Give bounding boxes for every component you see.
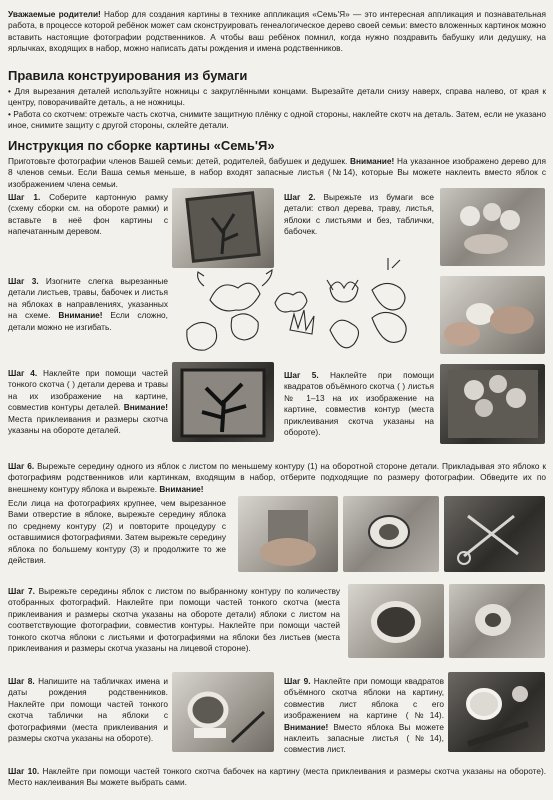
- intro-text: Набор для создания картины в технике аппликация «Семь'Я» — это интересная аппликация и познавательная работа, в процессе которой ребёнок может сам сконструировать генеалогическое дерево своей семьи: вместо вложенных картинок можно вставить настоящие фотографии родственников. А чтобы ваш ребёнок помнил, когда нужно поздравить бабушку или дедушку, на ярлычках, входящих в набор, можно написать даты рождения и имена родственников.: [8, 9, 546, 54]
- instruction-intro-c: На указанное изображено дерево для 8 членов семьи. Если Ваша семья меньше, в набор входят запасные листья (№14), которые Вы можете наклеить вместо яблок с изображением члена семьи.: [8, 156, 546, 189]
- step-3-photo: [440, 276, 545, 354]
- hands-bending-illustration: [440, 276, 545, 354]
- step-1: [8, 192, 168, 238]
- rules-title: Правила конструирования из бумаги: [8, 68, 248, 83]
- apple-frame-illustration: [348, 584, 444, 658]
- step-7-photo-2: [449, 584, 545, 658]
- rules-bullet-tape: • Работа со скотчем: отрежьте часть скотча, снимите защитную плёнку с одной стороны, наклейте скотч на деталь. Затем, если не указано иное, снимите защиту с другой стороны, склейте детали.: [8, 109, 546, 131]
- step-4-label: Шаг 4.: [8, 368, 38, 378]
- step-10: [8, 766, 546, 789]
- instruction-intro-warn: Внимание!: [350, 156, 395, 166]
- step-3-text: Изогните слегка вырезанные детали листьев, травы, бабочек и листья на яблоках в направлениях, указанных на схеме.: [8, 276, 168, 321]
- step-9-warning-text: Вместо яблока Вы можете наклеить запасные листья (№14), совместив лист.: [284, 721, 444, 755]
- apple-glue-illustration: [449, 584, 545, 658]
- step-10-text: Наклейте при помощи частей тонкого скотча бабочек на картину (места приклеивания и размеры скотча указаны на обороте). Место наклеивания Вы можете выбрать сами.: [8, 766, 547, 788]
- nameplate-writing-illustration: [172, 672, 274, 752]
- step-3: [8, 276, 168, 333]
- step-5-label: Шаг 5.: [284, 370, 319, 380]
- step-9-text: Наклейте при помощи квадратов объёмного скотча яблоки на картину, совместив лист яблока с его изображением на картине (№14).: [284, 676, 445, 721]
- step-2-label: Шаг 2.: [284, 192, 316, 202]
- step-5-photo: [440, 364, 545, 444]
- step-4-text: Наклейте при помощи частей тонкого скотча ( ) детали дерева и травы на их изображение на картине, совместив контуры деталей.: [8, 368, 168, 413]
- intro-paragraph: [8, 9, 546, 55]
- instruction-intro: [8, 156, 546, 190]
- step-5: [284, 370, 434, 438]
- step-7-label: Шаг 7.: [8, 586, 35, 596]
- step-4-warning-text: Места приклеивания и размеры скотча указаны на обороте деталей.: [8, 413, 168, 436]
- cutting-parts-illustration: [440, 188, 545, 266]
- step-3-label: Шаг 3.: [8, 276, 39, 286]
- step-9-warning: Внимание!: [284, 721, 329, 732]
- step-8-text: Напишите на табличках имена и даты рождения родственников. Наклейте при помощи частей тонкого скотча таблички на яблоки с фотографиями (места приклеивания и размеры скотча указаны на обороте).: [8, 676, 168, 744]
- step-4-warning: Внимание!: [123, 402, 168, 413]
- step-9: [284, 676, 444, 756]
- step-6-warning: Внимание!: [159, 483, 204, 494]
- step-5-text: Наклейте при помощи квадратов объёмного скотча ( ) листья № 1–13 на их изображение на картине, совместив контур (места приклеивания скотча указаны на обороте).: [284, 370, 434, 438]
- step-6-photo-3: [444, 496, 545, 572]
- step-1-text: Соберите картонную рамку (схему сборки см. на обороте рамки) и вставьте в неё фон картины с напечатанным деревом.: [8, 192, 168, 237]
- instruction-intro-a: Приготовьте фотографии членов Вашей семьи: детей, родителей, бабушек и дедушек.: [8, 156, 348, 166]
- step-8-label: Шаг 8.: [8, 676, 35, 686]
- step-1-label: Шаг 1.: [8, 192, 41, 202]
- step-2-text: Вырежьте из бумаги все детали: ствол дерева, траву, листья, яблоки с листьями и без, таблички, бабочек.: [284, 192, 434, 237]
- scissors-cutting-illustration: [444, 496, 545, 572]
- step-2-photo: [440, 188, 545, 266]
- step-10-label: Шаг 10.: [8, 766, 40, 776]
- step-3-warning-text: Если сложно, детали можно не изгибать.: [8, 310, 168, 332]
- tree-gluing-illustration: [172, 362, 274, 442]
- tree-frame-illustration: [172, 188, 274, 268]
- intro-lead: Уважаемые родители!: [8, 9, 101, 19]
- apple-cutout-illustration: [343, 496, 439, 572]
- apple-photo-illustration: [238, 496, 338, 572]
- instruction-title: Инструкция по сборке картины «Семь'Я»: [8, 138, 275, 153]
- apple-mounting-illustration: [448, 672, 545, 752]
- step-6-text-a: Вырежьте середину одного из яблок с листом по меньшему контуру (1) на оборотной стороне детали. Прикладывая это яблоко к фотографиям родственников или картинкам, входящим в набор, отберите подходящие по размеру фотографии. Обведите их по внешнему контуру яблока и вырежьте.: [8, 461, 546, 494]
- step-6-photo-2: [343, 496, 439, 572]
- step-9-label: Шаг 9.: [284, 676, 311, 686]
- step-9-photo: [448, 672, 545, 752]
- step-1-photo: [172, 188, 274, 268]
- rules-bullet-scissors: • Для вырезания деталей используйте ножницы с закруглёнными концами. Вырезайте детали снизу наверх, справа налево, от края к центру, поворачивайте деталь, а не ножницы.: [8, 86, 546, 108]
- step-3-warning: Внимание!: [58, 310, 103, 321]
- step-4: [8, 368, 168, 436]
- step-6-intro: [8, 461, 546, 495]
- step-6-photo-1: [238, 496, 338, 572]
- step-6-continued: Если лица на фотографиях крупнее, чем вырезанное Вами отверстие в яблоке, вырежьте середину яблока по среднему контуру (2) и повторите процедуру с оставшимися фотографиями. Затем вырежьте середину яблока по большему контуру (3) и продолжите то же действия.: [8, 498, 226, 566]
- leaves-gluing-illustration: [440, 364, 545, 444]
- step-8-photo: [172, 672, 274, 752]
- step-4-photo: [172, 362, 274, 442]
- step-2: [284, 192, 434, 238]
- step-7-photo-1: [348, 584, 444, 658]
- step-7: [8, 586, 340, 654]
- step-7-text: Вырежьте середины яблок с листом по выбранному контуру по количеству отобранных фотографий. Наклейте при помощи частей тонкого скотча (места приклеивания и размеры скотча указаны на обороте детали) яблоки с листом на соответствующие фотографии, совместив контуры. Наклейте при помощи частей тонкого скотча яблоки с листьями и фотографиями на яблоки без листьев (места приклеивания и размеры скотча указаны на лицевой стороне).: [8, 586, 340, 654]
- step-8: [8, 676, 168, 744]
- step-6-label: Шаг 6.: [8, 461, 35, 471]
